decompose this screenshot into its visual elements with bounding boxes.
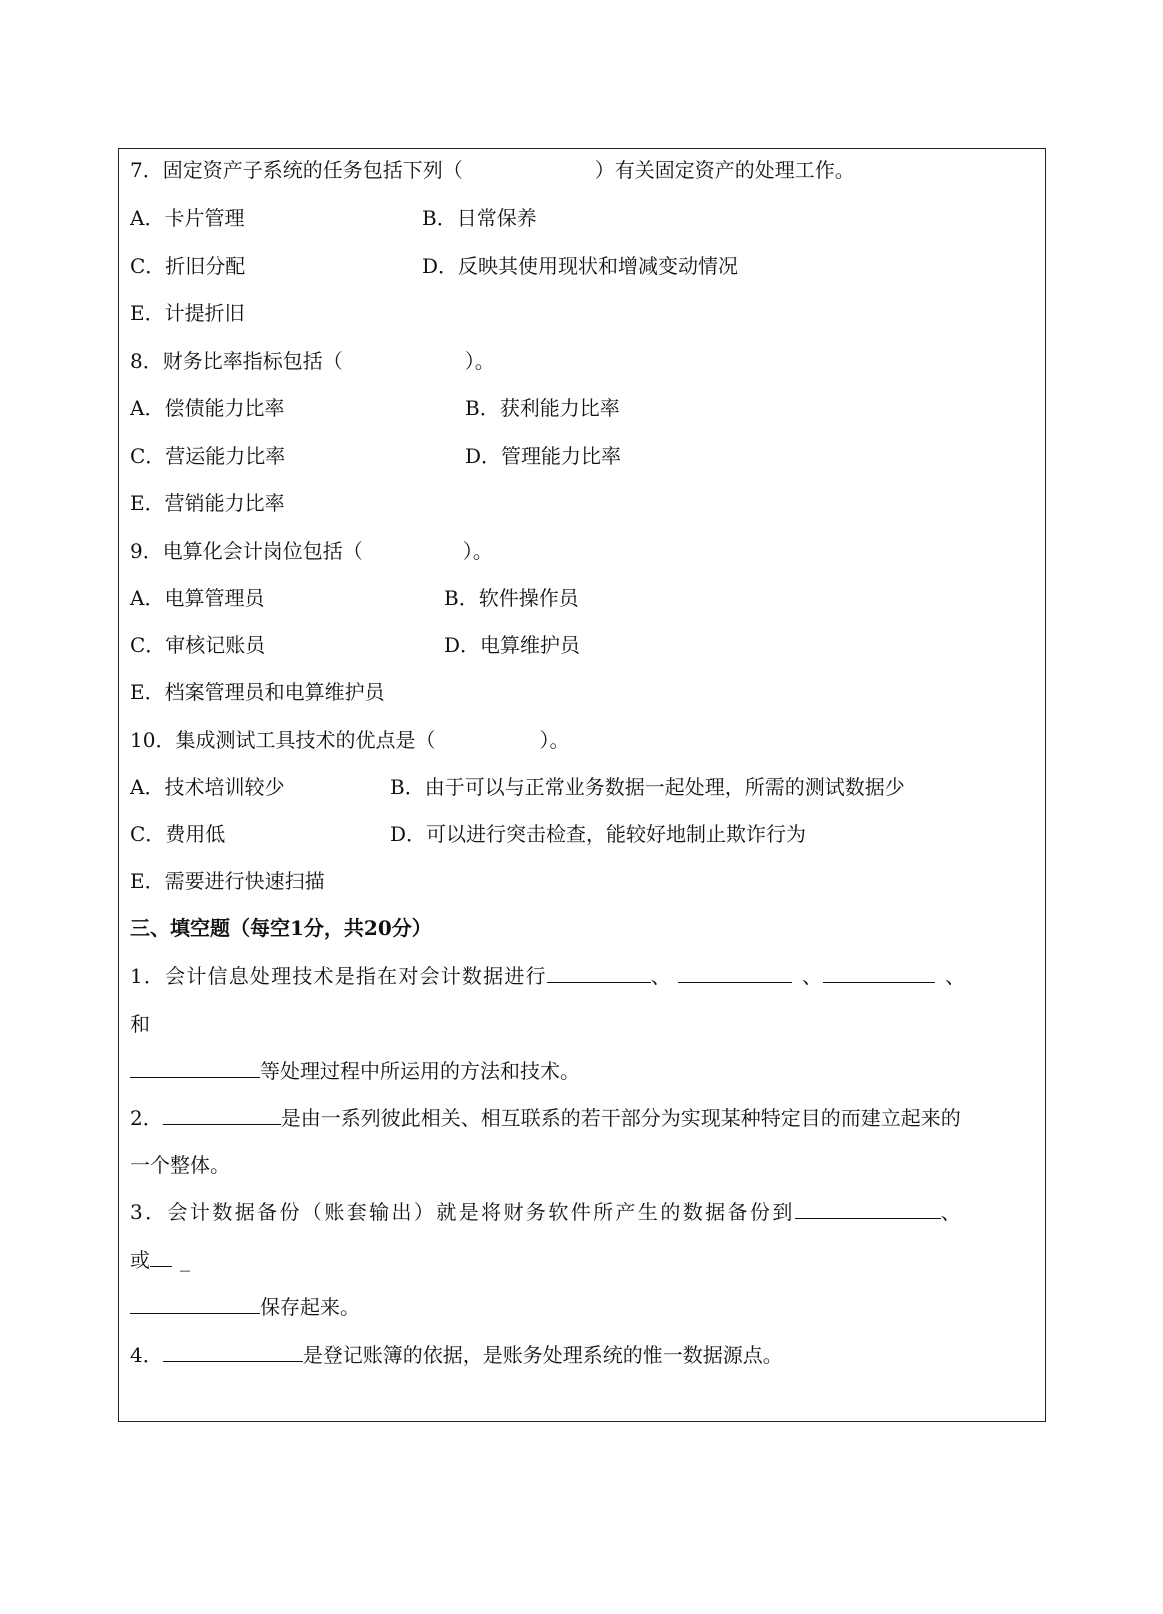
q9-option-b: B．软件操作员 xyxy=(444,586,579,610)
q9-stem: 9．电算化会计岗位包括（ ）。 xyxy=(130,539,493,563)
fill4-blank-1 xyxy=(163,1343,303,1362)
q9-option-c: C．审核记账员 xyxy=(130,633,266,657)
q8-option-c: C．营运能力比率 xyxy=(130,444,286,468)
fill1-line2: 和 xyxy=(130,1012,150,1036)
q7-row-cd xyxy=(130,254,739,278)
q8-option-d: D．管理能力比率 xyxy=(465,444,622,468)
q10-option-d: D．可以进行突击检查，能较好地制止欺诈行为 xyxy=(390,822,807,846)
q8-option-a: A．偿债能力比率 xyxy=(130,396,285,420)
q8-option-e: E．营销能力比率 xyxy=(130,491,285,515)
fill4-line1: 4． 是登记账簿的依据，是账务处理系统的惟一数据源点。 xyxy=(130,1343,783,1367)
q7-option-e: E．计提折旧 xyxy=(130,301,245,325)
fill1-blank-3 xyxy=(823,964,935,983)
q9-option-a: A．电算管理员 xyxy=(130,586,265,610)
fill3-line2: 或 _ xyxy=(130,1248,190,1272)
q7-row-ab xyxy=(130,206,537,230)
fill1-blank-1 xyxy=(547,964,651,983)
fill1-line1: 1．会计信息处理技术是指在对会计数据进行 、 、 、 xyxy=(130,964,967,988)
fill3-blank-1 xyxy=(795,1200,941,1219)
q8-option-b: B．获利能力比率 xyxy=(465,396,620,420)
q8-row-ab xyxy=(130,396,620,420)
section-heading: 三、填空题（每空1分，共20分） xyxy=(130,916,432,940)
q7-stem: 7．固定资产子系统的任务包括下列（ ）有关固定资产的处理工作。 xyxy=(130,158,855,182)
fill1-blank-4 xyxy=(130,1059,260,1078)
fill1-blank-2 xyxy=(678,964,792,983)
q10-option-b: B．由于可以与正常业务数据一起处理，所需的测试数据少 xyxy=(390,775,905,799)
fill2-line1: 2． 是由一系列彼此相关、相互联系的若干部分为实现某种特定目的而建立起来的 xyxy=(130,1106,961,1130)
fill1-line3: 等处理过程中所运用的方法和技术。 xyxy=(130,1059,580,1083)
q10-option-e: E．需要进行快速扫描 xyxy=(130,869,325,893)
q9-option-e: E．档案管理员和电算维护员 xyxy=(130,680,385,704)
fill3-line3: 保存起来。 xyxy=(130,1295,360,1319)
q10-option-a: A．技术培训较少 xyxy=(130,775,285,799)
q10-row-cd xyxy=(130,822,807,846)
q8-row-cd xyxy=(130,444,622,468)
q9-option-d: D．电算维护员 xyxy=(444,633,581,657)
q7-option-c: C．折旧分配 xyxy=(130,254,246,278)
fill3-blank-2 xyxy=(150,1248,172,1267)
q10-row-ab xyxy=(130,775,905,799)
q7-option-d: D．反映其使用现状和增减变动情况 xyxy=(422,254,739,278)
fill3-line1: 3．会计数据备份（账套输出）就是将财务软件所产生的数据备份到 、 xyxy=(130,1200,964,1224)
q9-row-cd xyxy=(130,633,581,657)
q10-stem: 10．集成测试工具技术的优点是（ ）。 xyxy=(130,728,570,752)
q7-option-b: B．日常保养 xyxy=(422,206,537,230)
fill2-blank-1 xyxy=(163,1106,281,1125)
q7-option-a: A．卡片管理 xyxy=(130,206,245,230)
q8-stem: 8．财务比率指标包括（ ）。 xyxy=(130,349,495,373)
q9-row-ab xyxy=(130,586,579,610)
fill3-blank-3 xyxy=(130,1295,260,1314)
fill2-line2: 一个整体。 xyxy=(130,1153,230,1177)
q10-option-c: C．费用低 xyxy=(130,822,226,846)
